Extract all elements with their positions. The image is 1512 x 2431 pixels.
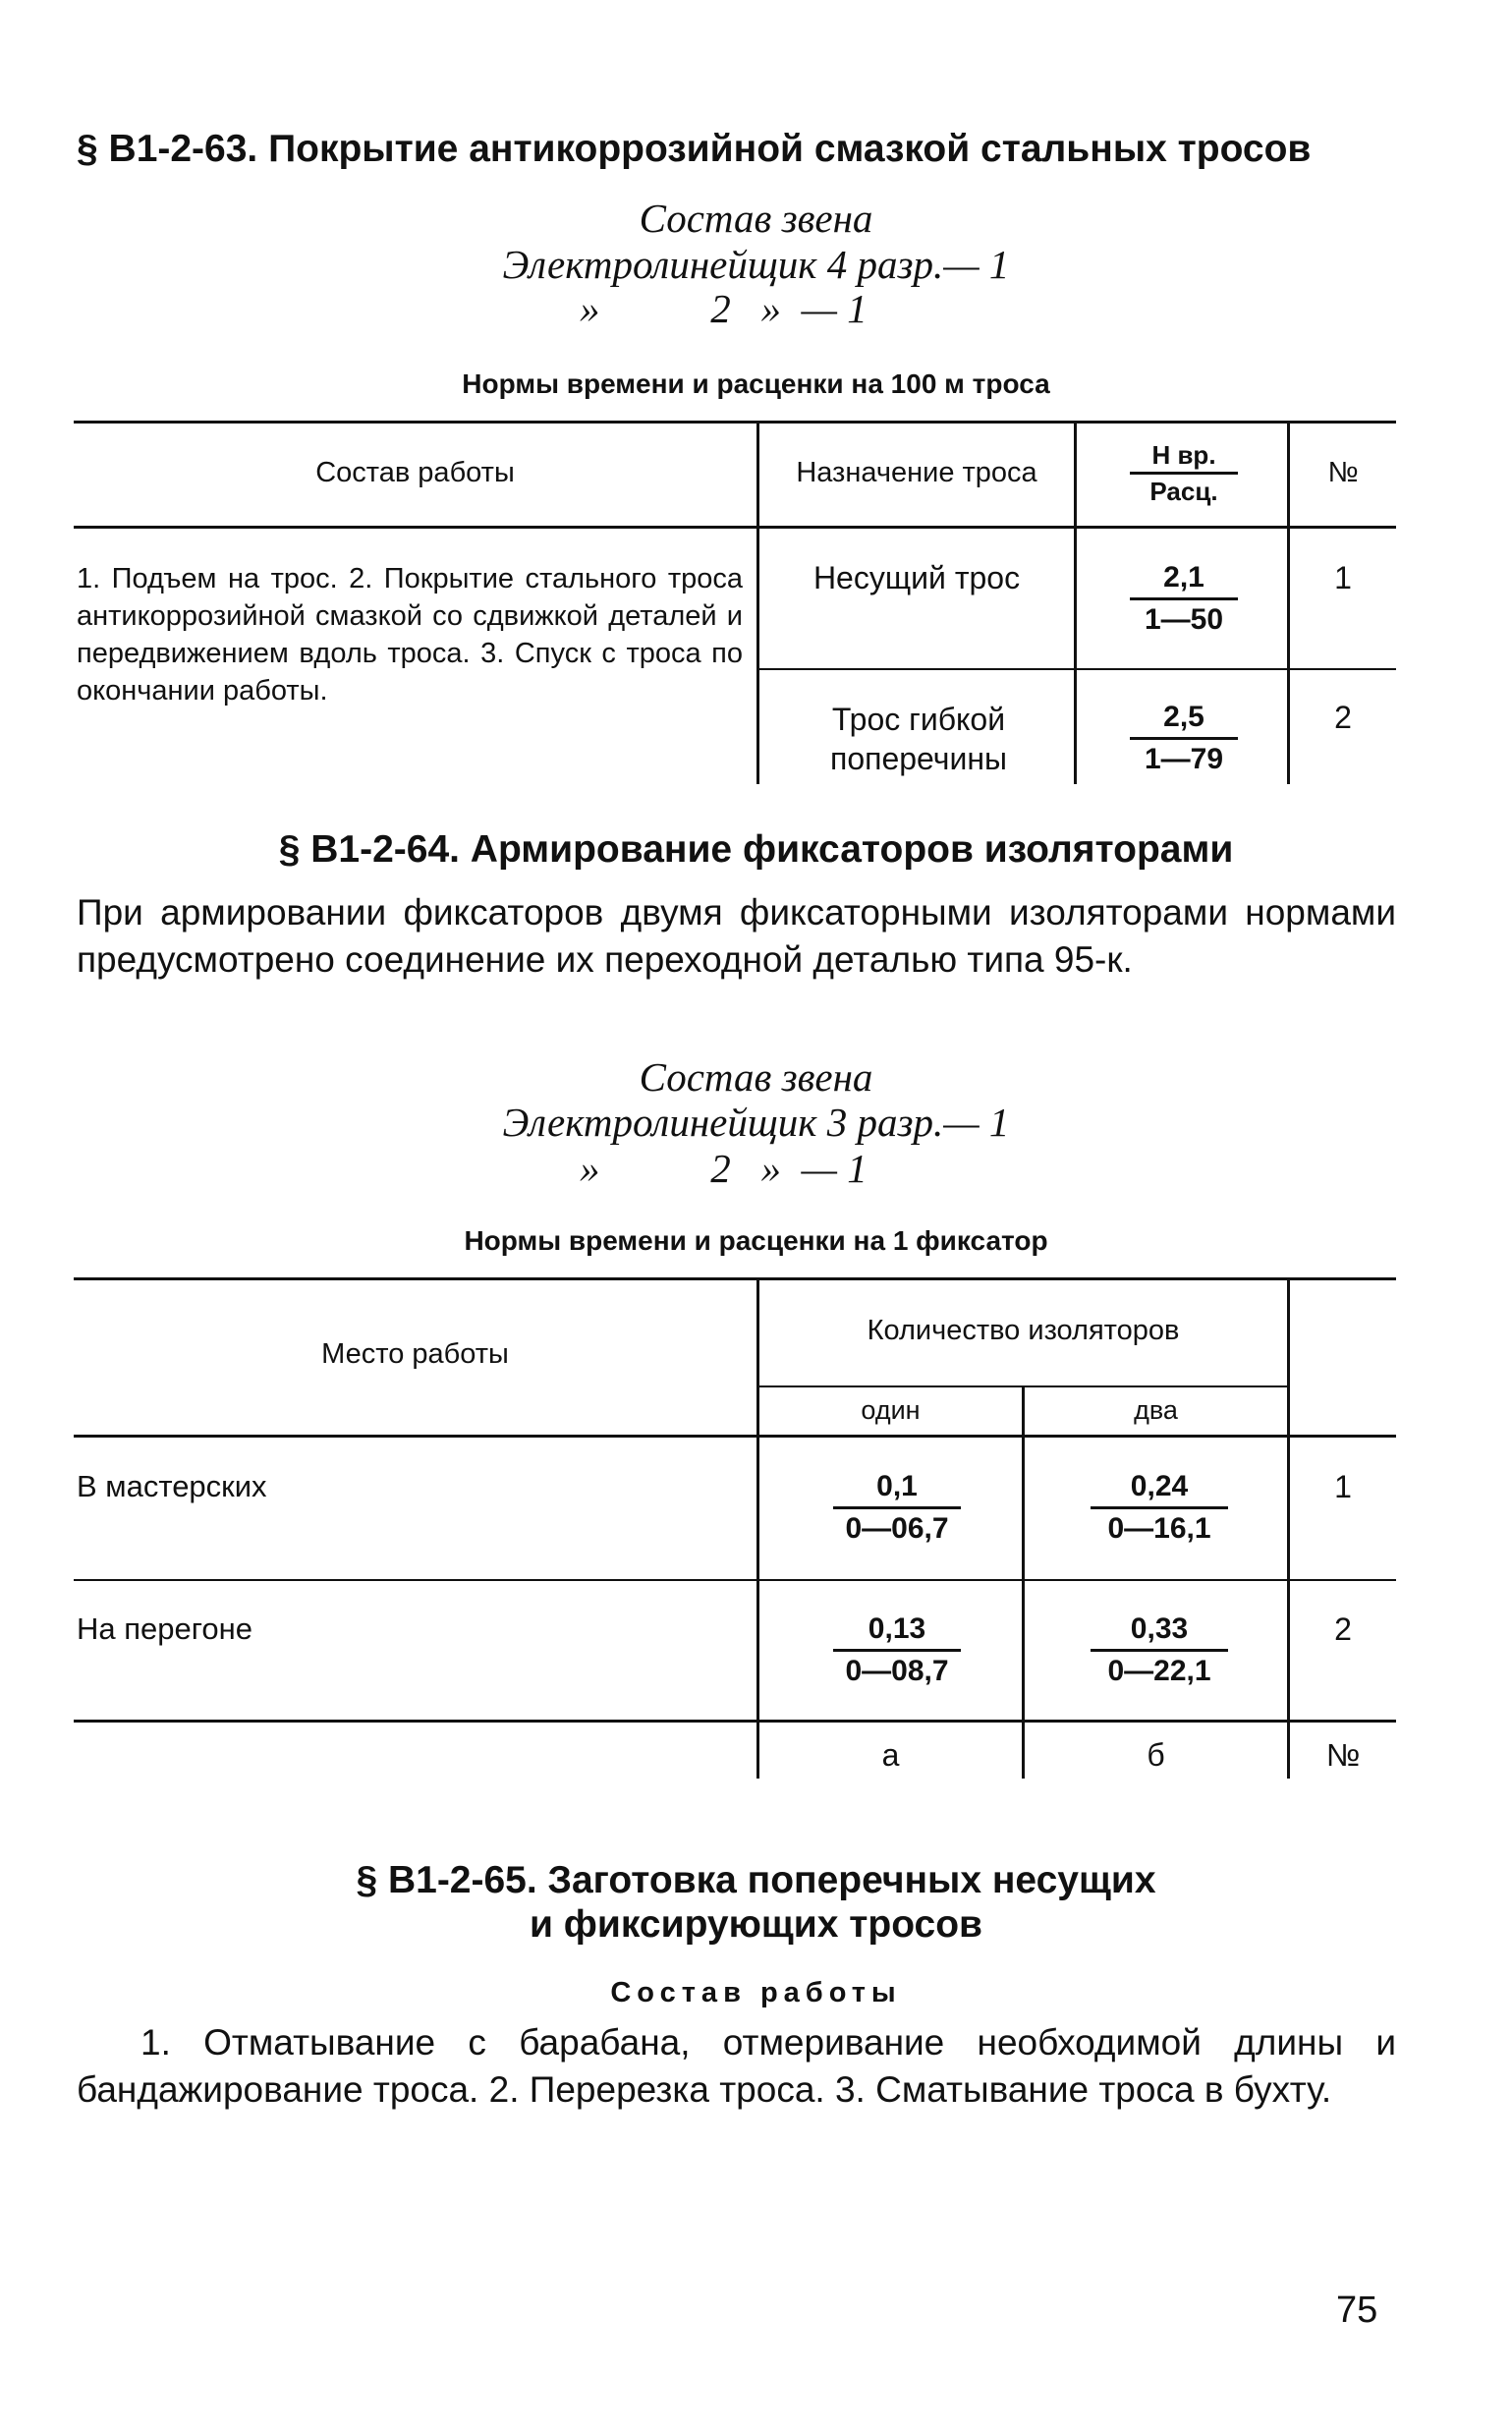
section-63-title: § В1-2-63. Покрытие антикоррозийной смазкой стальных тросов [77, 128, 1312, 170]
table-rule [74, 526, 1396, 529]
crew-line: Электролинейщик 3 разр.— 1 [502, 1100, 1010, 1145]
time-norm: 0,1 [876, 1470, 918, 1502]
norms-title: Нормы времени и расценки на 1 фиксатор [464, 1225, 1048, 1256]
work-composition-text: 1. Отматывание с барабана, отмеривание необходимой длины и бандажирование троса. 2. Перерезка троса. 3. Сматывание троса в бухту. [77, 2022, 1396, 2110]
crew-line: » 2 » — 1 [580, 286, 868, 331]
section-65-title: § В1-2-65. Заготовка поперечных несущих [356, 1859, 1156, 1901]
section-64-intro: При армировании фиксаторов двумя фиксаторными изоляторами нормами предусмотрено соединение их переходной деталью типа 95-к. [77, 892, 1396, 980]
section-64-title: § В1-2-64. Армирование фиксаторов изоляторами [278, 828, 1234, 871]
rope-purpose: Несущий трос [812, 560, 1021, 595]
fraction-bar [1130, 597, 1238, 600]
row-number: 2 [1334, 1611, 1352, 1647]
fraction-bar [833, 1506, 961, 1509]
row-number: 2 [1334, 700, 1352, 735]
rate-value: 0—06,7 [845, 1512, 949, 1545]
hvr-label: Н вр. [1151, 440, 1216, 470]
fraction-bar [833, 1649, 961, 1652]
norm-rate [1091, 1611, 1228, 1689]
column-letter: б [1147, 1737, 1165, 1773]
rate-value: 0—22,1 [1107, 1655, 1211, 1687]
table-rule [756, 1277, 759, 1779]
table-rule [1074, 421, 1077, 784]
column-header: два [1134, 1395, 1178, 1425]
norm-rate [1130, 700, 1238, 777]
norm-rate [833, 1611, 961, 1689]
column-header: Назначение троса [796, 457, 1037, 488]
table-rule [758, 668, 1396, 670]
page-number: 75 [1336, 2290, 1378, 2331]
table-rule [74, 1579, 1396, 1581]
column-header: № [1325, 1737, 1361, 1773]
rate-value: 0—08,7 [845, 1655, 949, 1687]
crew-line: Электролинейщик 4 разр.— 1 [502, 242, 1010, 287]
column-header: Место работы [321, 1338, 509, 1370]
fraction-bar [1130, 472, 1238, 475]
crew-title: Состав звена [639, 196, 873, 241]
time-norm: 2,1 [1163, 561, 1204, 594]
norms-title: Нормы времени и расценки на 100 м троса [462, 368, 1050, 399]
norm-rate [1091, 1469, 1228, 1547]
row-number: 1 [1334, 560, 1352, 595]
table-rule [74, 1720, 1396, 1723]
work-composition-title: Состав работы [610, 1977, 902, 2008]
rate-value: 1—79 [1144, 743, 1224, 775]
fraction-bar [1130, 737, 1238, 740]
column-header: один [861, 1395, 921, 1425]
norm-rate [1130, 560, 1238, 638]
rope-purpose: Трос гибкой поперечины [830, 702, 1007, 776]
fraction-bar [1091, 1506, 1228, 1509]
table-rule [1022, 1385, 1025, 1779]
column-letter: а [881, 1737, 900, 1773]
time-norm: 0,13 [868, 1612, 926, 1645]
time-norm: 0,24 [1130, 1470, 1189, 1502]
work-description: 1. Подъем на трос. 2. Покрытие стального троса антикоррозийной смазкой со сдвижкой деталей и передвижением вдоль троса. 3. Спуск с троса по окончании работы. [77, 563, 743, 707]
work-place: В мастерских [77, 1469, 267, 1503]
row-number: 1 [1334, 1469, 1352, 1504]
table-rule [1287, 1277, 1290, 1779]
norm-rate [833, 1469, 961, 1547]
crew-title: Состав звена [639, 1054, 873, 1100]
table-rule [74, 1435, 1396, 1438]
table-rule [74, 1277, 1396, 1280]
column-header: № [1327, 457, 1359, 488]
crew-line: » 2 » — 1 [580, 1146, 868, 1191]
column-header: Состав работы [315, 457, 515, 488]
fraction-bar [1091, 1649, 1228, 1652]
norm-header [1130, 440, 1238, 506]
column-header: Количество изоляторов [867, 1315, 1180, 1346]
time-norm: 2,5 [1163, 701, 1204, 733]
rasc-label: Расц. [1149, 477, 1218, 506]
rate-value: 1—50 [1144, 603, 1224, 636]
time-norm: 0,33 [1130, 1612, 1189, 1645]
rate-value: 0—16,1 [1107, 1512, 1211, 1545]
section-65-title: и фиксирующих тросов [529, 1903, 982, 1946]
work-place: На перегоне [77, 1611, 252, 1646]
table-rule [74, 421, 1396, 424]
